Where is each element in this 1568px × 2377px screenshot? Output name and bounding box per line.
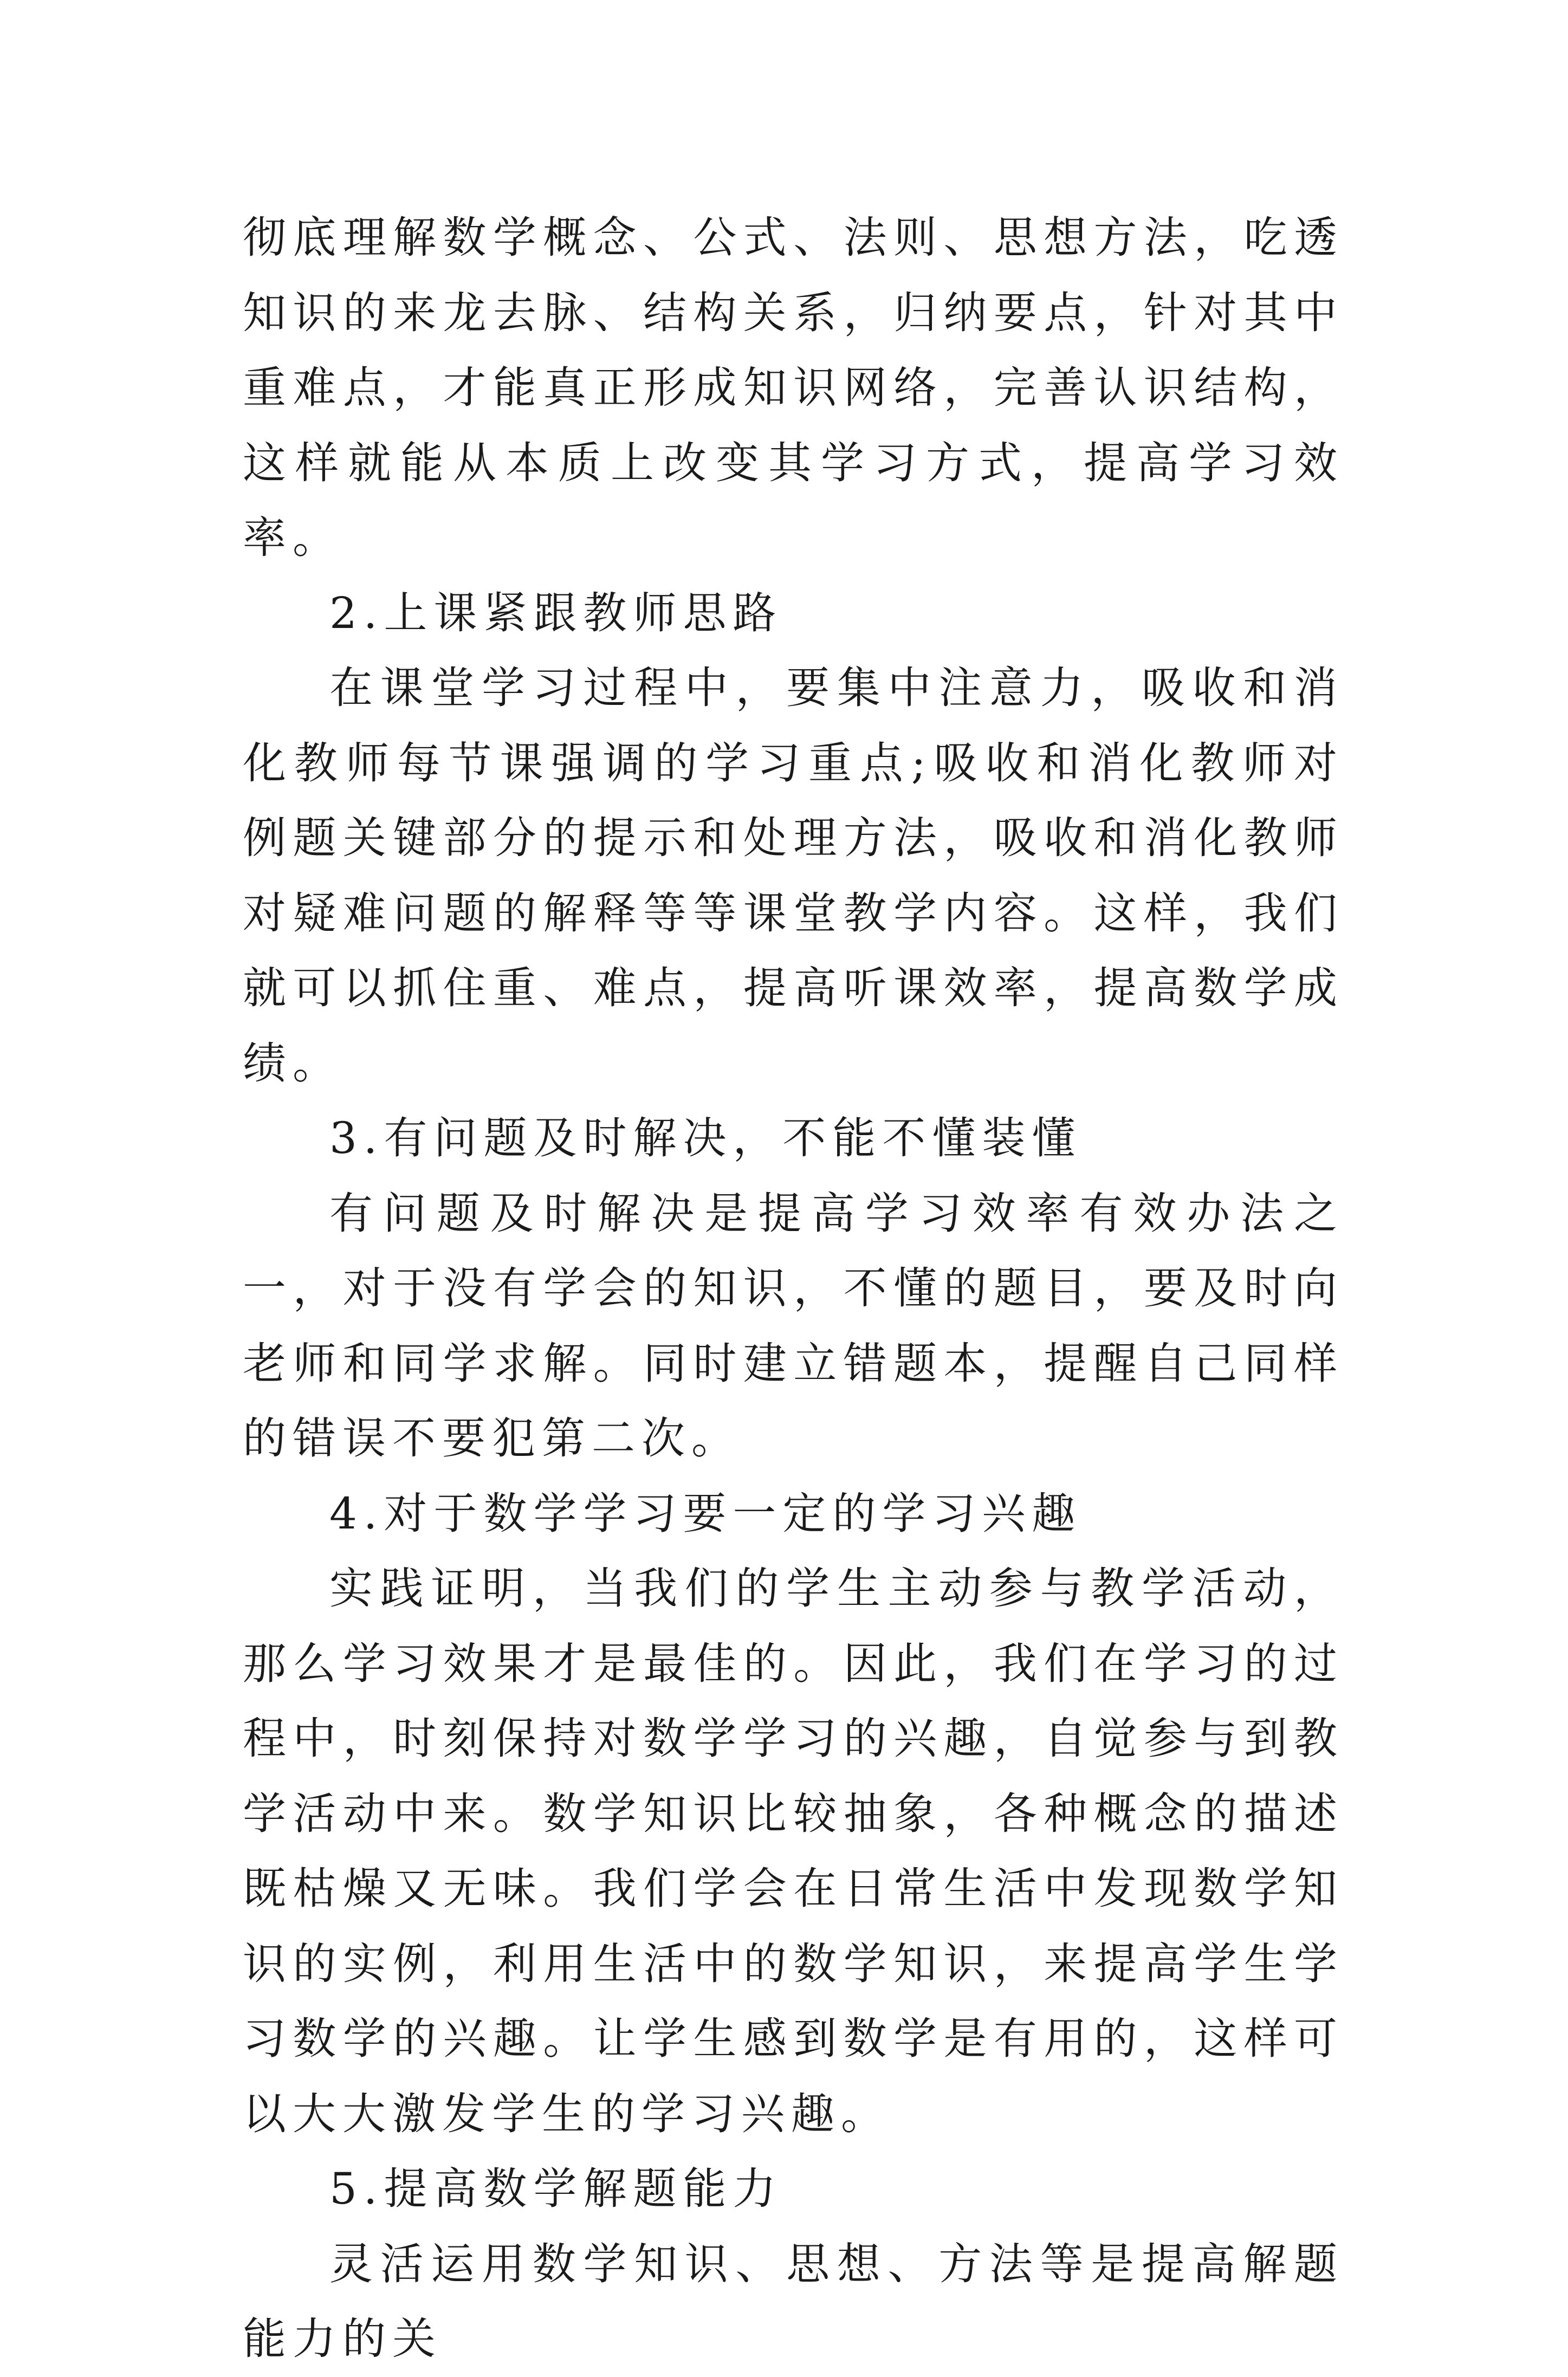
paragraph-section-2: 在课堂学习过程中，要集中注意力，吸收和消化教师每节课强调的学习重点;吸收和消化教师对例题关键部分的提示和处理方法，吸收和消化教师对疑难问题的解释等等课堂教学内容。这样，我们就可以抓住重、难点，提高听课效率，提高数学成绩。 [243,663,1344,1089]
paragraph-continuation: 彻底理解数学概念、公式、法则、思想方法，吃透知识的来龙去脉、结构关系，归纳要点，针对其中重难点，才能真正形成知识网络，完善认识结构，这样就能从本质上改变其学习方式，提高学习效率。 [243,212,1344,563]
section-heading-3: 3.有问题及时解决，不能不懂装懂 [329,1113,1082,1163]
paragraph-section-3: 有问题及时解决是提高学习效率有效办法之一，对于没有学会的知识，不懂的题目，要及时向老师和同学求解。同时建立错题本，提醒自己同样的错误不要犯第二次。 [243,1188,1344,1463]
section-heading-5: 5.提高数学解题能力 [329,2164,783,2214]
paragraph-section-5: 灵活运用数学知识、思想、方法等是提高解题能力的关 [243,2238,1344,2364]
section-heading-2: 2.上课紧跟教师思路 [329,587,783,638]
document-body [243,200,1344,2377]
paragraph-section-4: 实践证明，当我们的学生主动参与教学活动，那么学习效果才是最佳的。因此，我们在学习的过程中，时刻保持对数学学习的兴趣，自觉参与到教学活动中来。数学知识比较抽象，各种概念的描述既枯燥又无味。我们学会在日常生活中发现数学知识的实例，利用生活中的数学知识，来提高学生学习数学的兴趣。让学生感到数学是有用的，这样可以大大激发学生的学习兴趣。 [243,1563,1344,2139]
section-heading-4: 4.对于数学学习要一定的学习兴趣 [329,1488,1082,1539]
